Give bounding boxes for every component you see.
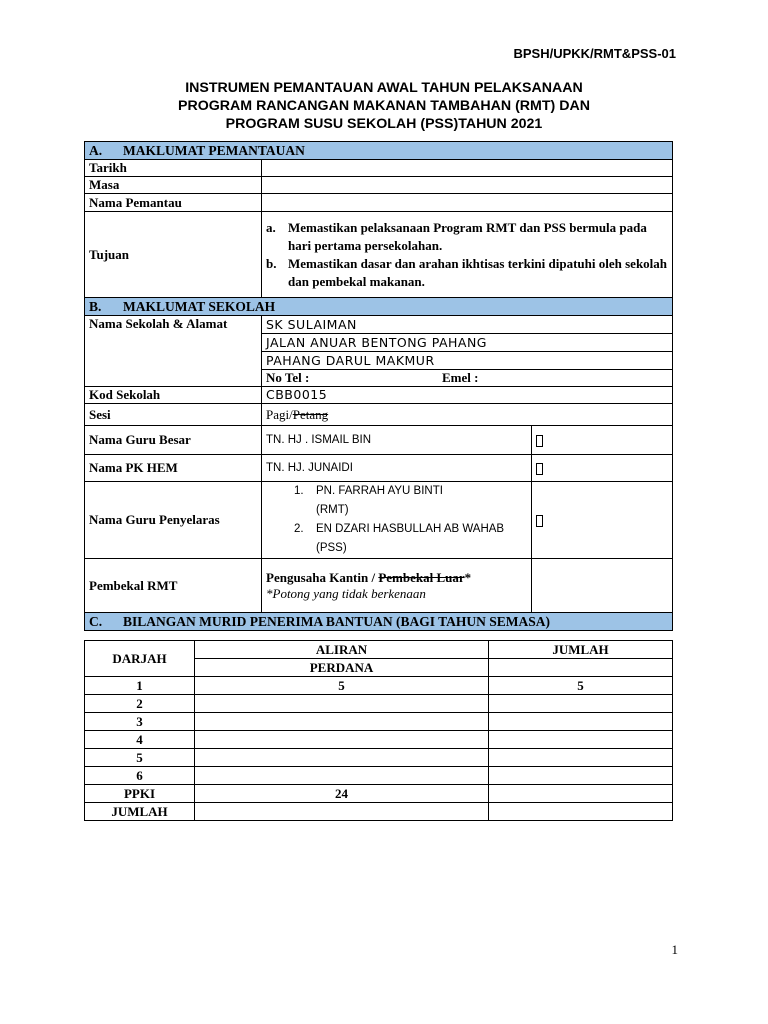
sesi-petang-struck: Petang <box>292 406 329 422</box>
document-title <box>0 79 768 133</box>
section-a-header <box>85 142 673 160</box>
jumlah-header-blank <box>489 659 673 677</box>
table-row <box>85 749 673 767</box>
pembekal-star: * <box>464 569 472 585</box>
sesi-value[interactable] <box>262 404 673 426</box>
masa-label: Masa <box>85 177 262 194</box>
emel-label: Emel : <box>442 370 479 385</box>
monitoring-form-table <box>84 141 673 631</box>
perdana-cell[interactable] <box>195 695 489 713</box>
darjah-cell: 2 <box>85 695 195 713</box>
pembekal-extra-cell[interactable] <box>532 559 673 613</box>
perdana-cell[interactable] <box>195 731 489 749</box>
table-row <box>85 695 673 713</box>
guru-besar-value[interactable]: TN. HJ . ISMAIL BIN <box>262 426 532 455</box>
checkbox-icon <box>536 463 543 475</box>
pembekal-kantin: Pengusaha Kantin / <box>266 569 379 585</box>
pembekal-luar-struck: Pembekal Luar <box>378 569 465 585</box>
darjah-cell: PPKI <box>85 785 195 803</box>
jumlah-cell[interactable] <box>489 731 673 749</box>
darjah-cell: JUMLAH <box>85 803 195 821</box>
jumlah-cell[interactable]: 5 <box>489 677 673 695</box>
page-number: 1 <box>671 942 678 957</box>
section-a-title: MAKLUMAT PEMANTAUAN <box>123 142 305 158</box>
pemantau-label: Nama Pemantau <box>85 194 262 212</box>
table-row <box>85 803 673 821</box>
nama-sekolah-label: Nama Sekolah & Alamat <box>85 316 262 387</box>
kod-sekolah-label: Kod Sekolah <box>85 387 262 404</box>
table-row <box>85 731 673 749</box>
table-row <box>85 677 673 695</box>
jumlah-cell[interactable] <box>489 803 673 821</box>
sesi-pagi: Pagi/ <box>266 406 293 422</box>
section-a-number: A. <box>89 142 103 158</box>
no-tel-label: No Tel : <box>266 370 310 385</box>
tujuan-content <box>262 212 673 298</box>
perdana-header: PERDANA <box>195 659 489 677</box>
jumlah-cell[interactable] <box>489 749 673 767</box>
jumlah-cell[interactable] <box>489 713 673 731</box>
document-code: BPSH/UPKK/RMT&PSS-01 <box>513 46 676 61</box>
pk-hem-value[interactable]: TN. HJ. JUNAIDI <box>262 455 532 482</box>
section-b-title: MAKLUMAT SEKOLAH <box>123 298 276 314</box>
section-c-title: BILANGAN MURID PENERIMA BANTUAN (BAGI TAHUN SEMASA) <box>123 613 551 629</box>
darjah-cell: 4 <box>85 731 195 749</box>
section-b-number: B. <box>89 298 102 314</box>
perdana-cell[interactable] <box>195 749 489 767</box>
title-line-1: INSTRUMEN PEMANTAUAN AWAL TAHUN PELAKSANAAN <box>185 80 583 96</box>
pembekal-label: Pembekal RMT <box>85 559 262 613</box>
guru-besar-label: Nama Guru Besar <box>85 426 262 455</box>
tarikh-label: Tarikh <box>85 160 262 177</box>
pk-hem-sign-cell[interactable] <box>532 455 673 482</box>
penyelaras-item-2: 2. EN DZARI HASBULLAH AB WAHAB (PSS) <box>294 523 505 554</box>
student-count-table <box>84 640 673 821</box>
address-line-1[interactable]: SK SULAIMAN <box>262 316 673 334</box>
table-row <box>85 713 673 731</box>
pemantau-field[interactable] <box>262 194 673 212</box>
penyelaras-label: Nama Guru Penyelaras <box>85 482 262 559</box>
table-row <box>85 767 673 785</box>
section-c-header <box>85 613 673 631</box>
kod-sekolah-value[interactable]: CBB0015 <box>262 387 673 404</box>
address-line-2[interactable]: JALAN ANUAR BENTONG PAHANG <box>262 334 673 352</box>
checkbox-icon <box>536 435 543 447</box>
section-b-header <box>85 298 673 316</box>
perdana-cell[interactable] <box>195 767 489 785</box>
perdana-cell[interactable] <box>195 803 489 821</box>
contact-row <box>262 370 673 387</box>
guru-besar-sign-cell[interactable] <box>532 426 673 455</box>
tujuan-item-a: a. Memastikan pelaksanaan Program RMT dan PSS bermula pada hari pertama persekolahan. <box>266 219 647 253</box>
jumlah-header: JUMLAH <box>489 641 673 659</box>
tarikh-field[interactable] <box>262 160 673 177</box>
sesi-label: Sesi <box>85 404 262 426</box>
penyelaras-sign-cell[interactable] <box>532 482 673 559</box>
checkbox-icon <box>536 515 543 527</box>
table-row <box>85 785 673 803</box>
pembekal-value[interactable] <box>262 559 532 613</box>
section-c-number: C. <box>89 613 103 629</box>
perdana-cell[interactable]: 5 <box>195 677 489 695</box>
masa-field[interactable] <box>262 177 673 194</box>
pembekal-note: *Potong yang tidak berkenaan <box>266 585 426 601</box>
penyelaras-value[interactable] <box>262 482 532 559</box>
jumlah-cell[interactable] <box>489 785 673 803</box>
perdana-cell[interactable]: 24 <box>195 785 489 803</box>
title-line-2: PROGRAM RANCANGAN MAKANAN TAMBAHAN (RMT) DAN <box>178 98 590 114</box>
darjah-cell: 6 <box>85 767 195 785</box>
aliran-header: ALIRAN <box>195 641 489 659</box>
penyelaras-item-1: 1. PN. FARRAH AYU BINTI (RMT) <box>294 485 443 516</box>
tujuan-label: Tujuan <box>85 212 262 298</box>
darjah-cell: 1 <box>85 677 195 695</box>
title-line-3: PROGRAM SUSU SEKOLAH (PSS)TAHUN 2021 <box>225 116 543 132</box>
darjah-header: DARJAH <box>85 641 195 677</box>
pk-hem-label: Nama PK HEM <box>85 455 262 482</box>
darjah-cell: 3 <box>85 713 195 731</box>
jumlah-cell[interactable] <box>489 695 673 713</box>
jumlah-cell[interactable] <box>489 767 673 785</box>
perdana-cell[interactable] <box>195 713 489 731</box>
tujuan-item-b: b. Memastikan dasar dan arahan ikhtisas terkini dipatuhi oleh sekolah dan pembekal makanan. <box>266 255 668 289</box>
darjah-cell: 5 <box>85 749 195 767</box>
address-line-3[interactable]: PAHANG DARUL MAKMUR <box>262 352 673 370</box>
